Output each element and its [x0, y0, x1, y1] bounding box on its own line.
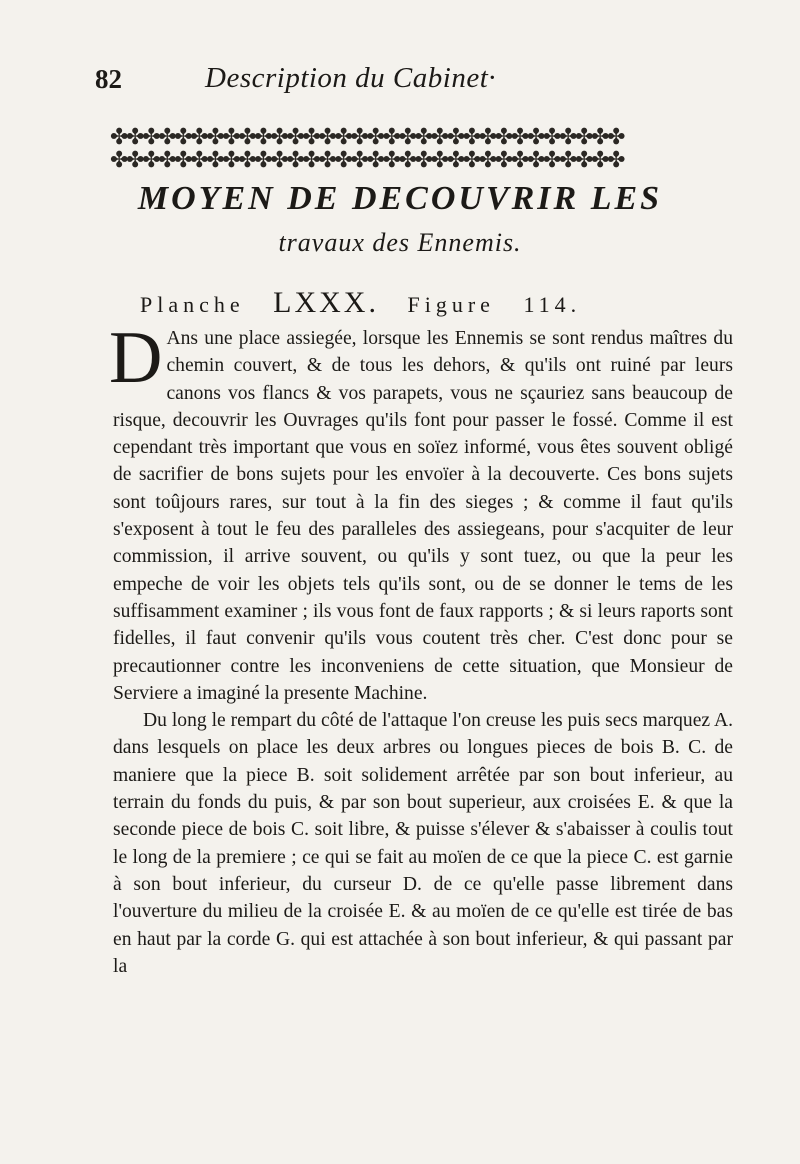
body-text: [109, 317, 733, 980]
plate-label: Planche: [140, 292, 245, 317]
ornament-band-bottom: ✤✤✤✤✤✤✤✤✤✤✤✤✤✤✤✤✤✤✤✤✤✤✤✤✤✤✤✤✤✤✤✤: [110, 150, 624, 172]
page-number: 82: [95, 64, 122, 94]
figure-number: 114.: [523, 292, 582, 317]
running-title: Description du Cabinet·: [205, 62, 497, 94]
figure-label: Figure: [407, 292, 495, 317]
paragraph-1-text: Ans une place assiegée, lorsque les Ennemis se sont rendus maîtres du chemin couvert, & de tous les dehors, & qu'ils ont ruiné par leurs canons vos flancs & vos parapets, vous ne sçauriez sans beaucoup de risque, decouvrir les Ouvrages qu'ils font pour passer le fossé. Comme il est cependant très important que vous en soïez informé, vous êtes souvent obligé de sacrifier de bons sujets pour les envoïer à la decouverte. Ces bons sujets sont toûjours rares, sur tout à la fin des sieges ; & comme il faut qu'ils s'exposent à tout le feu des paralleles des assiegeans, pour s'acquiter de leur commission, il arrive souvent, ou qu'ils y sont tuez, ou que la peur les empeche de voir les objets tels qu'ils sont, ou de se donner le tems de les suffisamment examiner ; ils vous font de faux rapports ; & si leurs raports sont fidelles, il faut convenir qu'ils vous coutent très cher. C'est donc pour se precautionner contre les inconveniens de cette situation, que Monsieur de Serviere a imaginé la presente Machine.: [113, 328, 733, 704]
chapter-title: MOYEN DE DECOUVRIR LES: [137, 180, 663, 217]
running-head: [95, 62, 755, 102]
paragraph-2: Du long le rempart du côté de l'attaque l'on creuse les puis secs marquez A. dans lesquels on place les deux arbres ou longues pieces de bois B. C. de maniere que la piece B. soit solidement arrêtée par son bout inferieur, au terrain du fonds du puis, & par son bout superieur, aux croisées E. & que la seconde piece de bois C. soit libre, & puisse s'élever & s'abaisser à coulis tout le long de la premiere ; ce qui se fait au moïen de ce que la piece C. est garnie à son bout inferieur, du curseur D. de ce qu'elle passe librement dans l'ouverture du milieu de la croisée E. & au moïen de ce qu'elle est tirée de bas en haut par la corde G. qui est attachée à son bout inferieur, & qui passant par la: [113, 710, 733, 977]
plate-figure-line: [140, 286, 700, 320]
chapter-subtitle: travaux des Ennemis.: [278, 228, 522, 257]
ornament-band-top: ✤✤✤✤✤✤✤✤✤✤✤✤✤✤✤✤✤✤✤✤✤✤✤✤✤✤✤✤✤✤✤✤: [110, 127, 624, 149]
plate-number: LXXX.: [273, 286, 379, 319]
paragraph-1: [109, 317, 733, 707]
drop-cap: D: [109, 317, 163, 399]
